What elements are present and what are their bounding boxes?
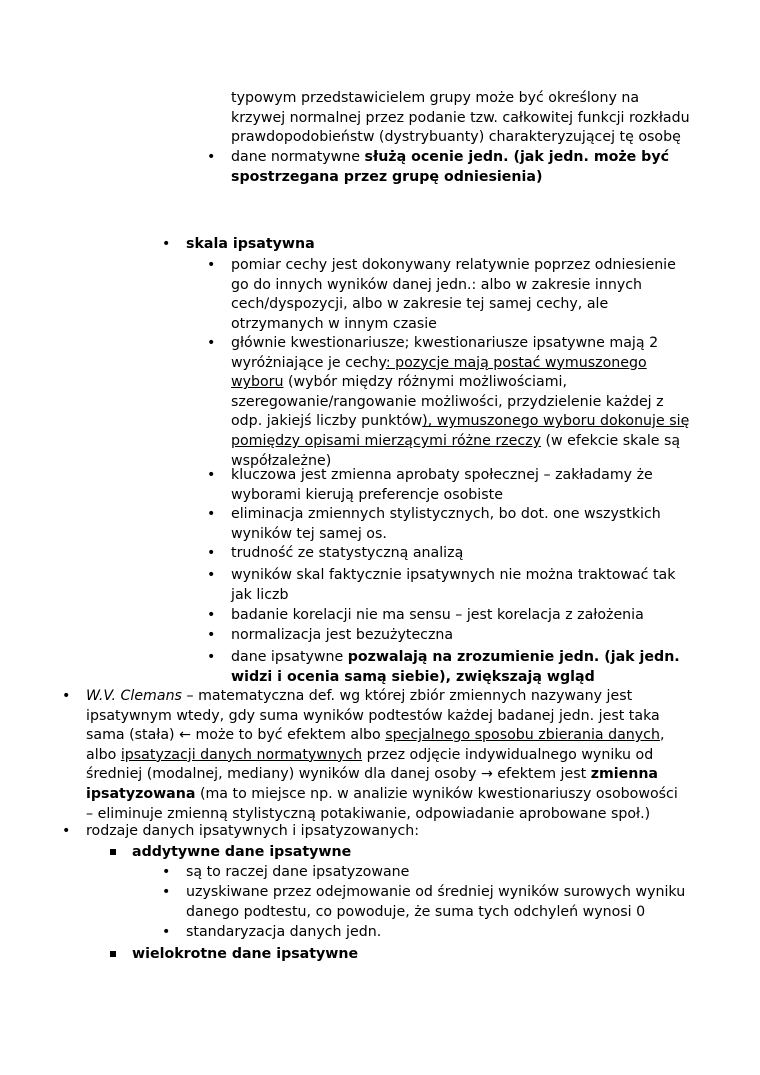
item-line: wyników tej samej os. [231,525,387,542]
bullet-icon: • [207,545,216,561]
subsection-heading-additive [132,843,351,863]
item-line: eliminacja zmiennych stylistycznych, bo dot. one wszystkich [231,506,661,522]
item-line: otrzymanych w innym czasie [231,315,437,332]
item-line: trudność ze statystyczną analizą [231,545,464,561]
list-item [231,505,661,544]
bullet-icon: • [207,506,216,522]
bullet-icon: • [162,924,171,940]
item-bold-text: służą ocenie jedn. (jak jedn. może być [364,149,669,165]
item-text: sama (stała) ← może to być efektem albo [86,727,386,744]
intro-line: typowym przedstawicielem grupy może być określony na [231,90,640,106]
underlined-text: specjalnego sposobu zbierania danych [385,727,660,744]
item-line: kluczowa jest zmienna aprobaty społecznej – zakładamy że [231,467,653,483]
item-text: odp. jakiejś liczby punktów [231,413,423,430]
bullet-icon: • [207,649,216,665]
section-heading-ipsative [186,235,315,255]
item-text: (w efekcie skale są [540,432,681,449]
item-bold-text: ipsatyzowana [86,785,196,802]
bullet-icon: • [162,236,171,252]
list-item [186,923,381,943]
item-text: (wybór między różnymi możliwościami, [283,374,567,391]
list-item [186,883,685,922]
item-line: – eliminuje zmienną stylistyczną potakiwanie, odpowiadanie aprobowane społ.) [86,805,651,822]
bullet-icon: • [162,884,171,900]
bullet-icon: • [207,335,216,351]
intro-line: krzywej normalnej przez podanie tzw. całkowitej funkcji rozkładu [231,109,690,126]
item-line: jak liczb [231,586,289,603]
item-text: (ma to miejsce np. w analizie wyników kwestionariuszy osobowości [195,785,678,802]
bullet-icon: • [207,149,216,165]
underlined-text: ), wymuszonego wyboru dokonuje się [422,413,690,430]
bullet-icon: • [162,864,171,880]
item-line: wyników skal faktycznie ipsatywnych nie można traktować tak [231,567,676,583]
item-bold-text: pozwalają na zrozumienie jedn. (jak jedn. [347,649,680,665]
underlined-text: pomiędzy opisami mierzącymi różne rzeczy [231,432,541,449]
item-line: cech/dyspozycji, albo w zakresie tej samej cechy, ale [231,296,609,313]
item-line: szeregowanie/rangowanie możliwości, przydzielenie każdej z [231,393,664,410]
item-text: dane normatywne [231,149,365,165]
item-line: badanie korelacji nie ma sensu – jest korelacja z założenia [231,607,644,623]
subsection-heading-multiple [132,945,358,965]
list-item [231,648,680,687]
underlined-text: wyboru [231,374,284,391]
bullet-icon: • [207,567,216,583]
bullet-icon: • [62,823,71,839]
underlined-text: ipsatyzacji danych normatywnych [120,746,363,763]
item-text: dane ipsatywne [231,649,348,665]
item-line: są to raczej dane ipsatyzowane [186,864,410,880]
bullet-icon: • [207,627,216,643]
paragraph-clemans [86,687,678,824]
item-line: standaryzacja danych jedn. [186,924,382,940]
square-bullet-icon [110,951,116,957]
square-bullet-icon [110,849,116,855]
item-line: ipsatywnym wtedy, gdy suma wyników podtestów każdej badanej jedn. jest taka [86,707,660,724]
heading-text: wielokrotne dane ipsatywne [132,946,359,962]
list-item [231,256,676,334]
item-line: wyborami kierują preferencje osobiste [231,486,503,503]
item-line: normalizacja jest bezużyteczna [231,627,454,643]
bullet-icon: • [207,467,216,483]
item-line: go do innych wyników danej jedn.: albo w zakresie innych [231,276,643,293]
list-item [231,566,675,605]
bullet-icon: • [207,607,216,623]
list-item [231,334,689,471]
item-text: , [659,727,665,744]
item-line: uzyskiwane przez odejmowanie od średniej wyników surowych wyniku [186,884,686,900]
list-item [231,606,644,626]
author-name: W.V. Clemans [86,688,182,704]
item-line: pomiar cechy jest dokonywany relatywnie poprzez odniesienie [231,257,676,273]
heading-text: addytywne dane ipsatywne [132,844,352,860]
item-line: głównie kwestionariusze; kwestionariusze ipsatywne mają 2 [231,335,659,351]
item-text: średniej (modalnej, mediany) wyników dla danej osoby → efektem jest [86,766,591,783]
bullet-icon: • [207,257,216,273]
item-bold-text: widzi i ocenia samą siebie), zwiększają wgląd [231,668,595,685]
item-text: wyróżniające je cechy [231,354,386,371]
item-text: – matematyczna def. wg której zbiór zmiennych nazywany jest [181,688,633,704]
item-line: rodzaje danych ipsatywnych i ipsatyzowanych: [86,823,420,839]
heading-text: skala ipsatywna [186,236,315,252]
intro-line: prawdopodobieństw (dystrybuanty) charakteryzującej tę osobę [231,129,681,146]
list-item-normative [231,148,669,187]
bullet-icon: • [62,688,71,704]
types-label [86,822,419,842]
item-bold-text: spostrzegana przez grupę odniesienia) [231,168,543,185]
item-text: albo [86,746,121,763]
list-item [231,626,453,646]
list-item [231,466,653,505]
item-line: współzależne) [231,452,332,469]
item-text: przez odjęcie indywidualnego wyniku od [362,746,654,763]
item-line: danego podtestu, co powoduje, że suma tych odchyleń wynosi 0 [186,903,646,920]
underlined-text: : pozycje mają postać wymuszonego [385,354,647,371]
list-item [231,544,463,564]
list-item [186,863,409,883]
item-bold-text: zmienna [590,766,659,783]
intro-paragraph [231,89,690,148]
